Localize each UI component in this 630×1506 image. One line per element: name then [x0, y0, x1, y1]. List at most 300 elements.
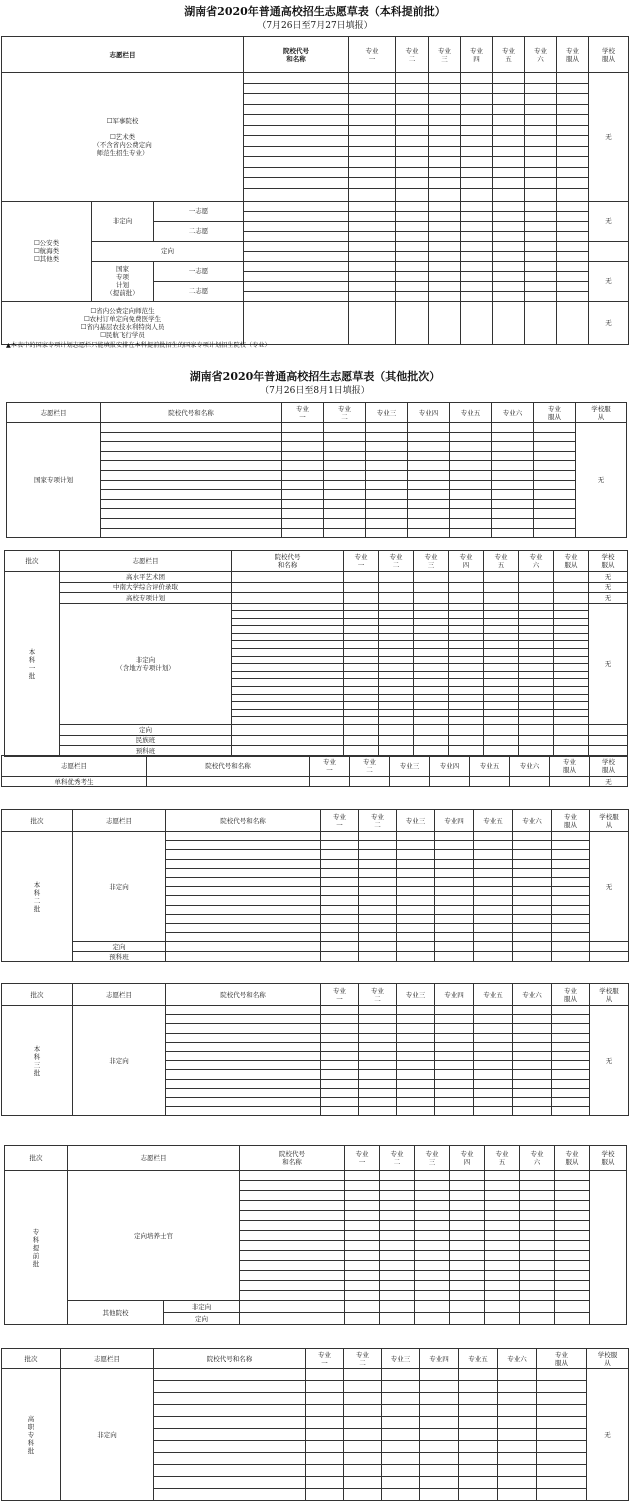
entry-cell[interactable]	[379, 717, 414, 725]
entry-cell[interactable]	[166, 887, 321, 896]
entry-cell[interactable]	[344, 679, 379, 687]
entry-cell[interactable]	[525, 167, 557, 178]
entry-cell[interactable]	[396, 221, 429, 231]
entry-cell[interactable]	[552, 1088, 590, 1097]
entry-cell[interactable]	[321, 933, 359, 942]
entry-cell[interactable]	[435, 887, 474, 896]
entry-cell[interactable]	[557, 104, 589, 115]
entry-cell[interactable]	[397, 1070, 435, 1079]
entry-cell[interactable]	[240, 1231, 345, 1241]
entry-cell[interactable]	[306, 1393, 344, 1405]
entry-cell[interactable]	[344, 702, 379, 710]
entry-cell[interactable]	[344, 626, 379, 634]
entry-cell[interactable]	[513, 841, 552, 850]
entry-cell[interactable]	[349, 231, 396, 241]
entry-cell[interactable]	[359, 1070, 397, 1079]
entry-cell[interactable]	[232, 618, 344, 626]
entry-cell[interactable]	[349, 94, 396, 105]
entry-cell[interactable]	[349, 167, 396, 178]
entry-cell[interactable]	[513, 1097, 552, 1106]
entry-cell[interactable]	[498, 1381, 537, 1393]
entry-cell[interactable]	[450, 1291, 485, 1301]
entry-cell[interactable]	[513, 942, 552, 952]
entry-cell[interactable]	[525, 157, 557, 168]
entry-cell[interactable]	[520, 1281, 555, 1291]
entry-cell[interactable]	[380, 1271, 415, 1281]
entry-cell[interactable]	[310, 777, 350, 787]
entry-cell[interactable]	[461, 261, 493, 271]
entry-cell[interactable]	[519, 725, 554, 736]
entry-cell[interactable]	[396, 83, 429, 94]
entry-cell[interactable]	[429, 271, 461, 281]
entry-cell[interactable]	[474, 1006, 513, 1015]
entry-cell[interactable]	[474, 923, 513, 932]
entry-cell[interactable]	[420, 1489, 459, 1501]
entry-cell[interactable]	[390, 777, 430, 787]
entry-cell[interactable]	[396, 241, 429, 251]
entry-cell[interactable]	[359, 1042, 397, 1051]
entry-cell[interactable]	[537, 1369, 587, 1381]
entry-cell[interactable]	[552, 896, 590, 905]
entry-cell[interactable]	[557, 73, 589, 84]
entry-cell[interactable]	[552, 850, 590, 859]
entry-cell[interactable]	[380, 1251, 415, 1261]
entry-cell[interactable]	[474, 1042, 513, 1051]
entry-cell[interactable]	[525, 201, 557, 211]
entry-cell[interactable]	[382, 1465, 420, 1477]
entry-cell[interactable]	[382, 1453, 420, 1465]
entry-cell[interactable]	[380, 1171, 415, 1181]
entry-cell[interactable]	[306, 1405, 344, 1417]
entry-cell[interactable]	[379, 702, 414, 710]
entry-cell[interactable]	[415, 1231, 450, 1241]
entry-cell[interactable]	[474, 841, 513, 850]
entry-cell[interactable]	[408, 490, 450, 500]
entry-cell[interactable]	[450, 1171, 485, 1181]
entry-cell[interactable]	[379, 593, 414, 604]
entry-cell[interactable]	[435, 1070, 474, 1079]
entry-cell[interactable]	[449, 679, 484, 687]
entry-cell[interactable]	[534, 499, 576, 509]
entry-cell[interactable]	[461, 73, 493, 84]
entry-cell[interactable]	[397, 1051, 435, 1060]
entry-cell[interactable]	[493, 271, 525, 281]
entry-cell[interactable]	[513, 877, 552, 886]
entry-cell[interactable]	[380, 1291, 415, 1301]
entry-cell[interactable]	[166, 1042, 321, 1051]
entry-cell[interactable]	[537, 1405, 587, 1417]
entry-cell[interactable]	[493, 115, 525, 126]
entry-cell[interactable]	[474, 942, 513, 952]
entry-cell[interactable]	[449, 735, 484, 746]
entry-cell[interactable]	[525, 221, 557, 231]
entry-cell[interactable]	[552, 1006, 590, 1015]
entry-cell[interactable]	[321, 896, 359, 905]
entry-cell[interactable]	[493, 221, 525, 231]
entry-cell[interactable]	[166, 1107, 321, 1116]
entry-cell[interactable]	[557, 115, 589, 126]
entry-cell[interactable]	[101, 518, 282, 528]
entry-cell[interactable]	[397, 914, 435, 923]
entry-cell[interactable]	[554, 656, 589, 664]
entry-cell[interactable]	[435, 868, 474, 877]
entry-cell[interactable]	[321, 1097, 359, 1106]
entry-cell[interactable]	[459, 1393, 498, 1405]
entry-cell[interactable]	[429, 104, 461, 115]
entry-cell[interactable]	[321, 887, 359, 896]
entry-cell[interactable]	[344, 1417, 382, 1429]
entry-cell[interactable]	[493, 201, 525, 211]
entry-cell[interactable]	[414, 725, 449, 736]
entry-cell[interactable]	[449, 593, 484, 604]
entry-cell[interactable]	[396, 125, 429, 136]
entry-cell[interactable]	[513, 1006, 552, 1015]
entry-cell[interactable]	[552, 1051, 590, 1060]
entry-cell[interactable]	[429, 188, 461, 201]
entry-cell[interactable]	[519, 611, 554, 619]
entry-cell[interactable]	[484, 735, 519, 746]
entry-cell[interactable]	[414, 694, 449, 702]
entry-cell[interactable]	[534, 480, 576, 490]
entry-cell[interactable]	[244, 125, 349, 136]
entry-cell[interactable]	[484, 702, 519, 710]
entry-cell[interactable]	[537, 1393, 587, 1405]
entry-cell[interactable]	[525, 83, 557, 94]
entry-cell[interactable]	[344, 1477, 382, 1489]
entry-cell[interactable]	[415, 1281, 450, 1291]
entry-cell[interactable]	[321, 942, 359, 952]
entry-cell[interactable]	[520, 1221, 555, 1231]
entry-cell[interactable]	[382, 1393, 420, 1405]
entry-cell[interactable]	[166, 905, 321, 914]
entry-cell[interactable]	[449, 618, 484, 626]
entry-cell[interactable]	[430, 777, 470, 787]
entry-cell[interactable]	[396, 178, 429, 189]
entry-cell[interactable]	[513, 1088, 552, 1097]
entry-cell[interactable]	[306, 1381, 344, 1393]
entry-cell[interactable]	[429, 125, 461, 136]
entry-cell[interactable]	[554, 572, 589, 583]
entry-cell[interactable]	[344, 1381, 382, 1393]
entry-cell[interactable]	[435, 1051, 474, 1060]
entry-cell[interactable]	[420, 1453, 459, 1465]
entry-cell[interactable]	[552, 942, 590, 952]
entry-cell[interactable]	[484, 709, 519, 717]
entry-cell[interactable]	[493, 136, 525, 147]
entry-cell[interactable]	[470, 777, 510, 787]
entry-cell[interactable]	[379, 618, 414, 626]
entry-cell[interactable]	[519, 582, 554, 593]
entry-cell[interactable]	[450, 528, 492, 538]
entry-cell[interactable]	[244, 281, 349, 291]
entry-cell[interactable]	[493, 231, 525, 241]
entry-cell[interactable]	[498, 1417, 537, 1429]
entry-cell[interactable]	[525, 251, 557, 261]
entry-cell[interactable]	[450, 1201, 485, 1211]
entry-cell[interactable]	[349, 104, 396, 115]
entry-cell[interactable]	[240, 1211, 345, 1221]
entry-cell[interactable]	[244, 261, 349, 271]
entry-cell[interactable]	[449, 702, 484, 710]
entry-cell[interactable]	[450, 461, 492, 471]
entry-cell[interactable]	[492, 528, 534, 538]
entry-cell[interactable]	[554, 725, 589, 736]
entry-cell[interactable]	[349, 301, 396, 344]
entry-cell[interactable]	[166, 896, 321, 905]
entry-cell[interactable]	[450, 509, 492, 519]
entry-cell[interactable]	[435, 877, 474, 886]
entry-cell[interactable]	[513, 952, 552, 962]
entry-cell[interactable]	[366, 461, 408, 471]
entry-cell[interactable]	[554, 664, 589, 672]
entry-cell[interactable]	[429, 261, 461, 271]
entry-cell[interactable]	[359, 914, 397, 923]
entry-cell[interactable]	[554, 593, 589, 604]
entry-cell[interactable]	[282, 451, 324, 461]
entry-cell[interactable]	[474, 914, 513, 923]
entry-cell[interactable]	[449, 687, 484, 695]
entry-cell[interactable]	[513, 1079, 552, 1088]
entry-cell[interactable]	[429, 301, 461, 344]
entry-cell[interactable]	[154, 1393, 306, 1405]
entry-cell[interactable]	[396, 157, 429, 168]
entry-cell[interactable]	[240, 1291, 345, 1301]
entry-cell[interactable]	[344, 1489, 382, 1501]
entry-cell[interactable]	[166, 877, 321, 886]
entry-cell[interactable]	[240, 1221, 345, 1231]
entry-cell[interactable]	[324, 490, 366, 500]
entry-cell[interactable]	[492, 423, 534, 433]
entry-cell[interactable]	[321, 1033, 359, 1042]
entry-cell[interactable]	[154, 1405, 306, 1417]
entry-cell[interactable]	[557, 301, 589, 344]
entry-cell[interactable]	[484, 725, 519, 736]
entry-cell[interactable]	[232, 572, 344, 583]
entry-cell[interactable]	[525, 115, 557, 126]
entry-cell[interactable]	[519, 694, 554, 702]
entry-cell[interactable]	[525, 211, 557, 221]
entry-cell[interactable]	[534, 509, 576, 519]
entry-cell[interactable]	[379, 709, 414, 717]
entry-cell[interactable]	[414, 664, 449, 672]
entry-cell[interactable]	[461, 178, 493, 189]
entry-cell[interactable]	[154, 1441, 306, 1453]
entry-cell[interactable]	[396, 146, 429, 157]
entry-cell[interactable]	[493, 281, 525, 291]
entry-cell[interactable]	[513, 868, 552, 877]
entry-cell[interactable]	[232, 633, 344, 641]
entry-cell[interactable]	[154, 1465, 306, 1477]
entry-cell[interactable]	[366, 528, 408, 538]
entry-cell[interactable]	[379, 725, 414, 736]
entry-cell[interactable]	[450, 480, 492, 490]
entry-cell[interactable]	[449, 611, 484, 619]
entry-cell[interactable]	[513, 850, 552, 859]
entry-cell[interactable]	[345, 1191, 380, 1201]
entry-cell[interactable]	[484, 664, 519, 672]
entry-cell[interactable]	[282, 432, 324, 442]
entry-cell[interactable]	[498, 1465, 537, 1477]
entry-cell[interactable]	[154, 1429, 306, 1441]
entry-cell[interactable]	[379, 679, 414, 687]
entry-cell[interactable]	[461, 146, 493, 157]
entry-cell[interactable]	[397, 832, 435, 841]
entry-cell[interactable]	[415, 1221, 450, 1231]
entry-cell[interactable]	[324, 442, 366, 452]
entry-cell[interactable]	[555, 1271, 590, 1281]
entry-cell[interactable]	[557, 251, 589, 261]
entry-cell[interactable]	[435, 933, 474, 942]
entry-cell[interactable]	[498, 1453, 537, 1465]
entry-cell[interactable]	[484, 593, 519, 604]
entry-cell[interactable]	[359, 942, 397, 952]
entry-cell[interactable]	[552, 1079, 590, 1088]
entry-cell[interactable]	[232, 582, 344, 593]
entry-cell[interactable]	[435, 832, 474, 841]
entry-cell[interactable]	[555, 1313, 590, 1325]
entry-cell[interactable]	[397, 1079, 435, 1088]
entry-cell[interactable]	[396, 211, 429, 221]
entry-cell[interactable]	[429, 83, 461, 94]
entry-cell[interactable]	[321, 859, 359, 868]
entry-cell[interactable]	[519, 679, 554, 687]
entry-cell[interactable]	[554, 671, 589, 679]
entry-cell[interactable]	[474, 952, 513, 962]
entry-cell[interactable]	[537, 1381, 587, 1393]
entry-cell[interactable]	[380, 1281, 415, 1291]
entry-cell[interactable]	[461, 167, 493, 178]
entry-cell[interactable]	[498, 1405, 537, 1417]
entry-cell[interactable]	[450, 1313, 485, 1325]
entry-cell[interactable]	[555, 1291, 590, 1301]
entry-cell[interactable]	[484, 641, 519, 649]
entry-cell[interactable]	[306, 1441, 344, 1453]
entry-cell[interactable]	[240, 1301, 345, 1313]
entry-cell[interactable]	[321, 1024, 359, 1033]
entry-cell[interactable]	[520, 1291, 555, 1301]
entry-cell[interactable]	[349, 201, 396, 211]
entry-cell[interactable]	[485, 1271, 520, 1281]
entry-cell[interactable]	[492, 499, 534, 509]
entry-cell[interactable]	[484, 671, 519, 679]
entry-cell[interactable]	[414, 626, 449, 634]
entry-cell[interactable]	[344, 1405, 382, 1417]
entry-cell[interactable]	[244, 104, 349, 115]
entry-cell[interactable]	[519, 709, 554, 717]
entry-cell[interactable]	[474, 1061, 513, 1070]
entry-cell[interactable]	[435, 841, 474, 850]
entry-cell[interactable]	[474, 905, 513, 914]
entry-cell[interactable]	[380, 1261, 415, 1271]
entry-cell[interactable]	[306, 1453, 344, 1465]
entry-cell[interactable]	[306, 1477, 344, 1489]
entry-cell[interactable]	[552, 841, 590, 850]
entry-cell[interactable]	[474, 1097, 513, 1106]
entry-cell[interactable]	[498, 1489, 537, 1501]
entry-cell[interactable]	[485, 1251, 520, 1261]
entry-cell[interactable]	[382, 1429, 420, 1441]
entry-cell[interactable]	[484, 717, 519, 725]
entry-cell[interactable]	[408, 423, 450, 433]
entry-cell[interactable]	[166, 1061, 321, 1070]
entry-cell[interactable]	[359, 1051, 397, 1060]
entry-cell[interactable]	[484, 694, 519, 702]
entry-cell[interactable]	[396, 201, 429, 211]
entry-cell[interactable]	[232, 709, 344, 717]
entry-cell[interactable]	[306, 1429, 344, 1441]
entry-cell[interactable]	[557, 271, 589, 281]
entry-cell[interactable]	[414, 603, 449, 611]
entry-cell[interactable]	[555, 1301, 590, 1313]
entry-cell[interactable]	[429, 157, 461, 168]
entry-cell[interactable]	[366, 423, 408, 433]
entry-cell[interactable]	[349, 261, 396, 271]
entry-cell[interactable]	[349, 271, 396, 281]
entry-cell[interactable]	[166, 1088, 321, 1097]
entry-cell[interactable]	[244, 188, 349, 201]
entry-cell[interactable]	[397, 923, 435, 932]
entry-cell[interactable]	[420, 1441, 459, 1453]
entry-cell[interactable]	[359, 1015, 397, 1024]
entry-cell[interactable]	[429, 167, 461, 178]
entry-cell[interactable]	[396, 73, 429, 84]
entry-cell[interactable]	[513, 1061, 552, 1070]
entry-cell[interactable]	[450, 1301, 485, 1313]
entry-cell[interactable]	[344, 1441, 382, 1453]
entry-cell[interactable]	[435, 1107, 474, 1116]
entry-cell[interactable]	[244, 211, 349, 221]
entry-cell[interactable]	[396, 115, 429, 126]
entry-cell[interactable]	[520, 1201, 555, 1211]
entry-cell[interactable]	[345, 1261, 380, 1271]
entry-cell[interactable]	[359, 877, 397, 886]
entry-cell[interactable]	[397, 942, 435, 952]
entry-cell[interactable]	[282, 470, 324, 480]
entry-cell[interactable]	[474, 887, 513, 896]
entry-cell[interactable]	[492, 490, 534, 500]
entry-cell[interactable]	[484, 618, 519, 626]
entry-cell[interactable]	[429, 73, 461, 84]
entry-cell[interactable]	[321, 952, 359, 962]
entry-cell[interactable]	[552, 1024, 590, 1033]
entry-cell[interactable]	[282, 442, 324, 452]
entry-cell[interactable]	[519, 735, 554, 746]
entry-cell[interactable]	[513, 1024, 552, 1033]
entry-cell[interactable]	[240, 1191, 345, 1201]
entry-cell[interactable]	[414, 618, 449, 626]
entry-cell[interactable]	[282, 461, 324, 471]
entry-cell[interactable]	[555, 1211, 590, 1221]
entry-cell[interactable]	[435, 850, 474, 859]
entry-cell[interactable]	[450, 1241, 485, 1251]
entry-cell[interactable]	[414, 709, 449, 717]
entry-cell[interactable]	[350, 777, 390, 787]
entry-cell[interactable]	[474, 868, 513, 877]
entry-cell[interactable]	[415, 1301, 450, 1313]
entry-cell[interactable]	[534, 490, 576, 500]
entry-cell[interactable]	[534, 518, 576, 528]
entry-cell[interactable]	[380, 1211, 415, 1221]
entry-cell[interactable]	[520, 1301, 555, 1313]
entry-cell[interactable]	[498, 1369, 537, 1381]
entry-cell[interactable]	[396, 231, 429, 241]
entry-cell[interactable]	[450, 490, 492, 500]
entry-cell[interactable]	[461, 211, 493, 221]
entry-cell[interactable]	[414, 679, 449, 687]
entry-cell[interactable]	[349, 178, 396, 189]
entry-cell[interactable]	[414, 641, 449, 649]
entry-cell[interactable]	[166, 923, 321, 932]
